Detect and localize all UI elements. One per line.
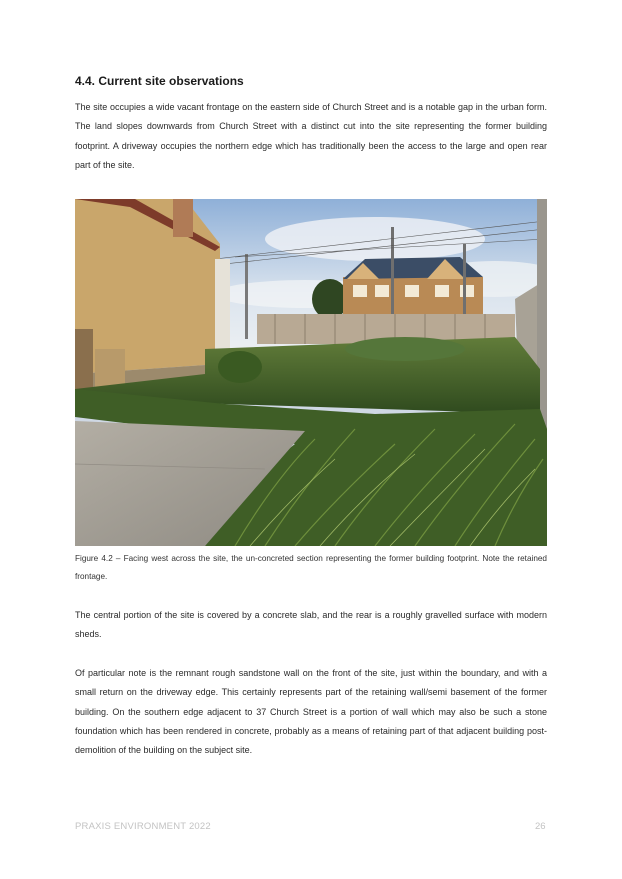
sandstone-wall-paragraph: Of particular note is the remnant rough sandstone wall on the front of the site, just within the boundary, and with a small return on the driveway edge. This certainly represents part of the retaining wall/semi basement of the former building. On the southern edge adjacent to 37 Church Street is a portion of wall which may also be such a stone foundation which has been rendered in concrete, probably as a means of retaining part of that adjacent building post-demolition of the building on the subject site.: [75, 668, 547, 756]
intro-paragraph: The site occupies a wide vacant frontage on the eastern side of Church Street and is a notable gap in the urban form. The land slopes downwards from Church Street with a distinct cut into the site representing the former building footprint. A driveway occupies the northern edge which has traditionally been the access to the large and open rear part of the site.: [75, 102, 547, 170]
figure-caption: Figure 4.2 – Facing west across the site, the un-concreted section representing the former building footprint. Note the retained frontage.: [75, 554, 547, 581]
slab-paragraph: The central portion of the site is covered by a concrete slab, and the rear is a roughly gravelled surface with modern sheds.: [75, 610, 547, 640]
distant-house: [343, 257, 483, 315]
site-photo: [75, 199, 547, 546]
footer-company: PRAXIS ENVIRONMENT 2022: [75, 821, 211, 832]
section-heading: 4.4. Current site observations: [75, 74, 244, 88]
page-number: 26: [535, 821, 546, 832]
